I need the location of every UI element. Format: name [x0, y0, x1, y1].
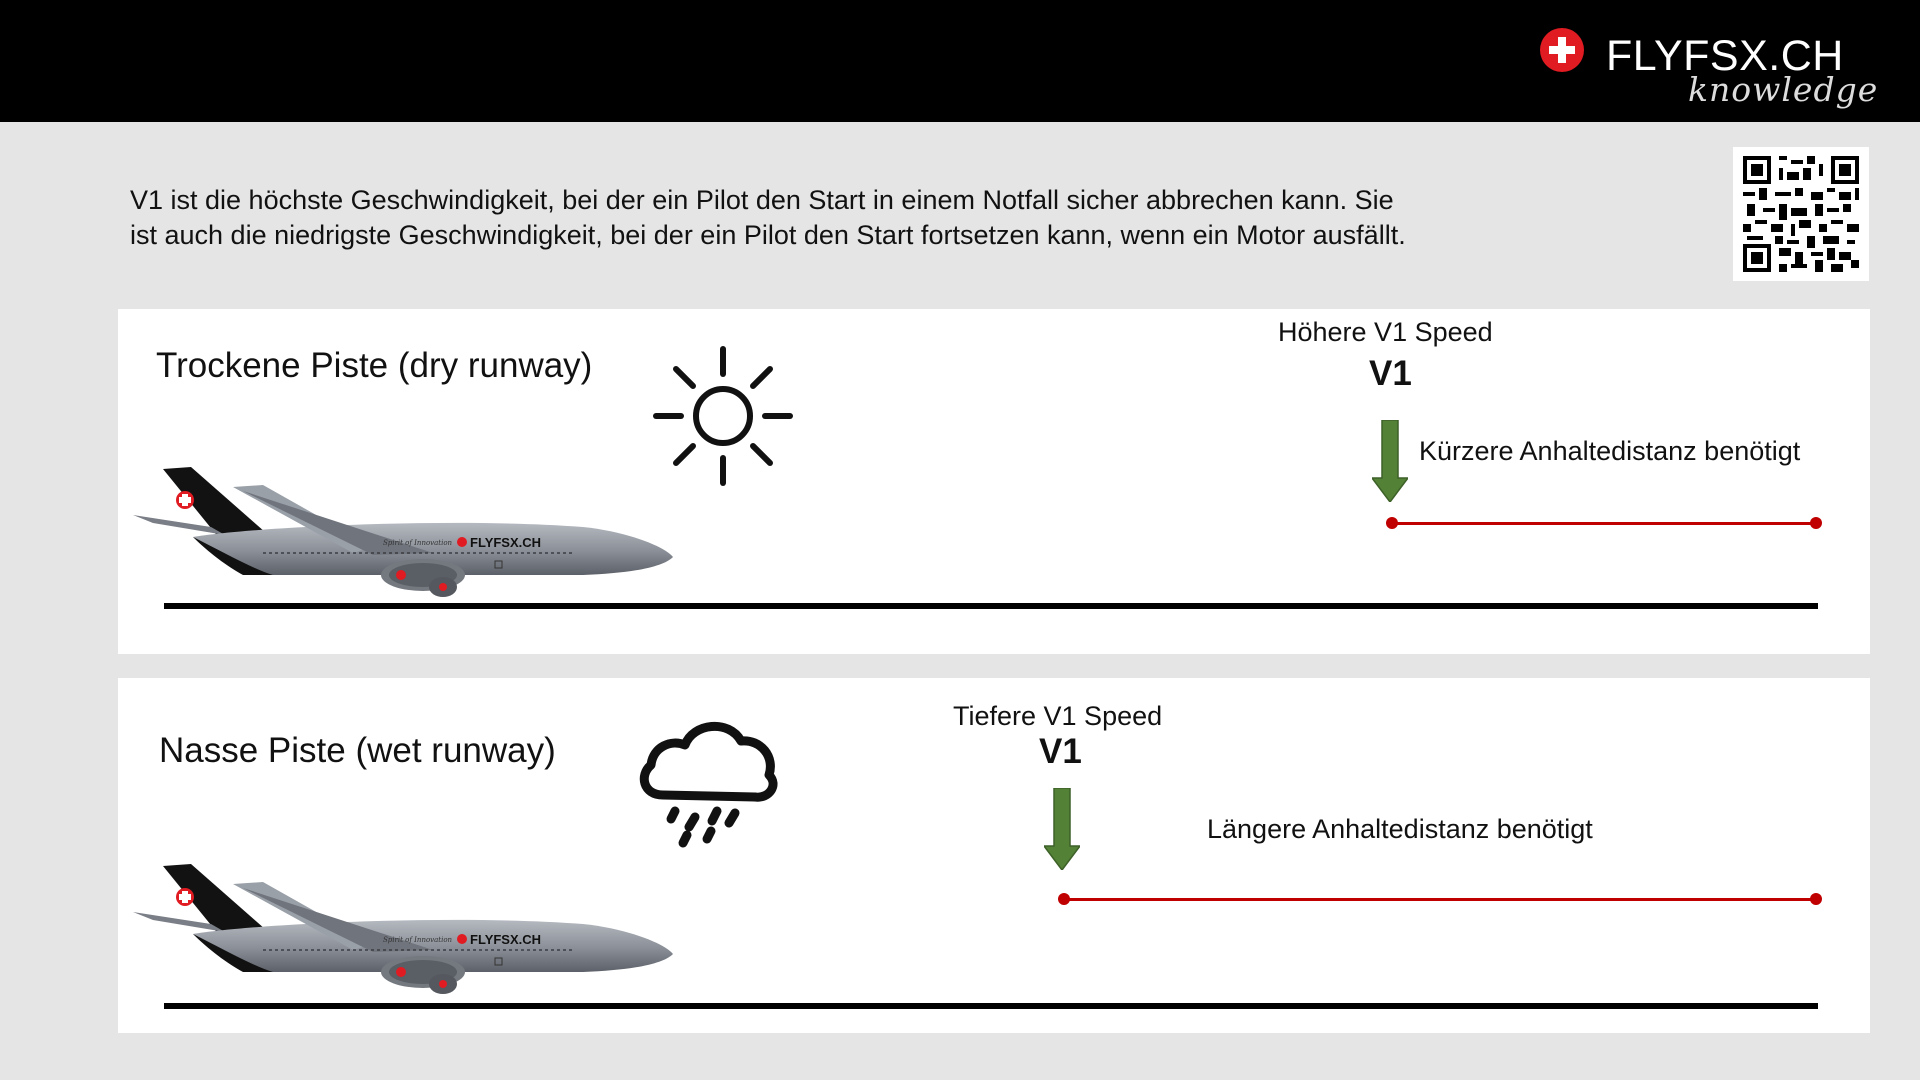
runway-line: [164, 1003, 1818, 1009]
plane-livery: FLYFSX.CH: [470, 535, 542, 550]
distance-label: Kürzere Anhaltedistanz benötigt: [1419, 436, 1801, 466]
logo-brand-text: FLYFSX.CH: [1606, 32, 1844, 80]
plane-motto: Spirit of Innovation: [383, 539, 453, 547]
plane-motto: Spirit of Innovation: [383, 936, 453, 944]
panel-title: Trockene Piste (dry runway): [156, 346, 593, 385]
v1-label: V1: [1369, 354, 1412, 393]
airplane-image: [133, 854, 693, 999]
speed-label: Tiefere V1 Speed: [953, 701, 1163, 731]
stopping-end-dot: [1810, 517, 1822, 529]
logo-tagline: knowledge: [1688, 70, 1879, 109]
stopping-distance-line: [1064, 898, 1816, 901]
rain-cloud-icon: [633, 713, 783, 853]
panel-title: Nasse Piste (wet runway): [159, 731, 556, 770]
v1-arrow-icon: [1044, 788, 1080, 870]
stopping-end-dot: [1810, 893, 1822, 905]
qr-code-icon[interactable]: [1733, 147, 1869, 281]
header-bar: [0, 0, 1920, 122]
stopping-start-dot: [1058, 893, 1070, 905]
flyfsx-logo[interactable]: [1540, 28, 1879, 118]
speed-label: Höhere V1 Speed: [1278, 317, 1493, 347]
swiss-flag-icon: [1540, 28, 1584, 72]
intro-text: [130, 183, 1510, 253]
airplane-image: [133, 457, 693, 602]
v1-label: V1: [1039, 732, 1082, 771]
v1-arrow-icon: [1372, 420, 1408, 502]
intro-line-2: ist auch die niedrigste Geschwindigkeit, bei der ein Pilot den Start fortsetzen kann, wenn ein Motor ausfällt.: [130, 220, 1406, 250]
intro-line-1: V1 ist die höchste Geschwindigkeit, bei der ein Pilot den Start in einem Notfall sicher abbrechen kann. Sie: [130, 185, 1394, 215]
plane-livery: FLYFSX.CH: [470, 932, 542, 947]
distance-label: Längere Anhaltedistanz benötigt: [1207, 814, 1593, 844]
dry-runway-panel: [118, 309, 1870, 654]
stopping-distance-line: [1392, 522, 1816, 525]
runway-line: [164, 603, 1818, 609]
wet-runway-panel: [118, 678, 1870, 1033]
stopping-start-dot: [1386, 517, 1398, 529]
